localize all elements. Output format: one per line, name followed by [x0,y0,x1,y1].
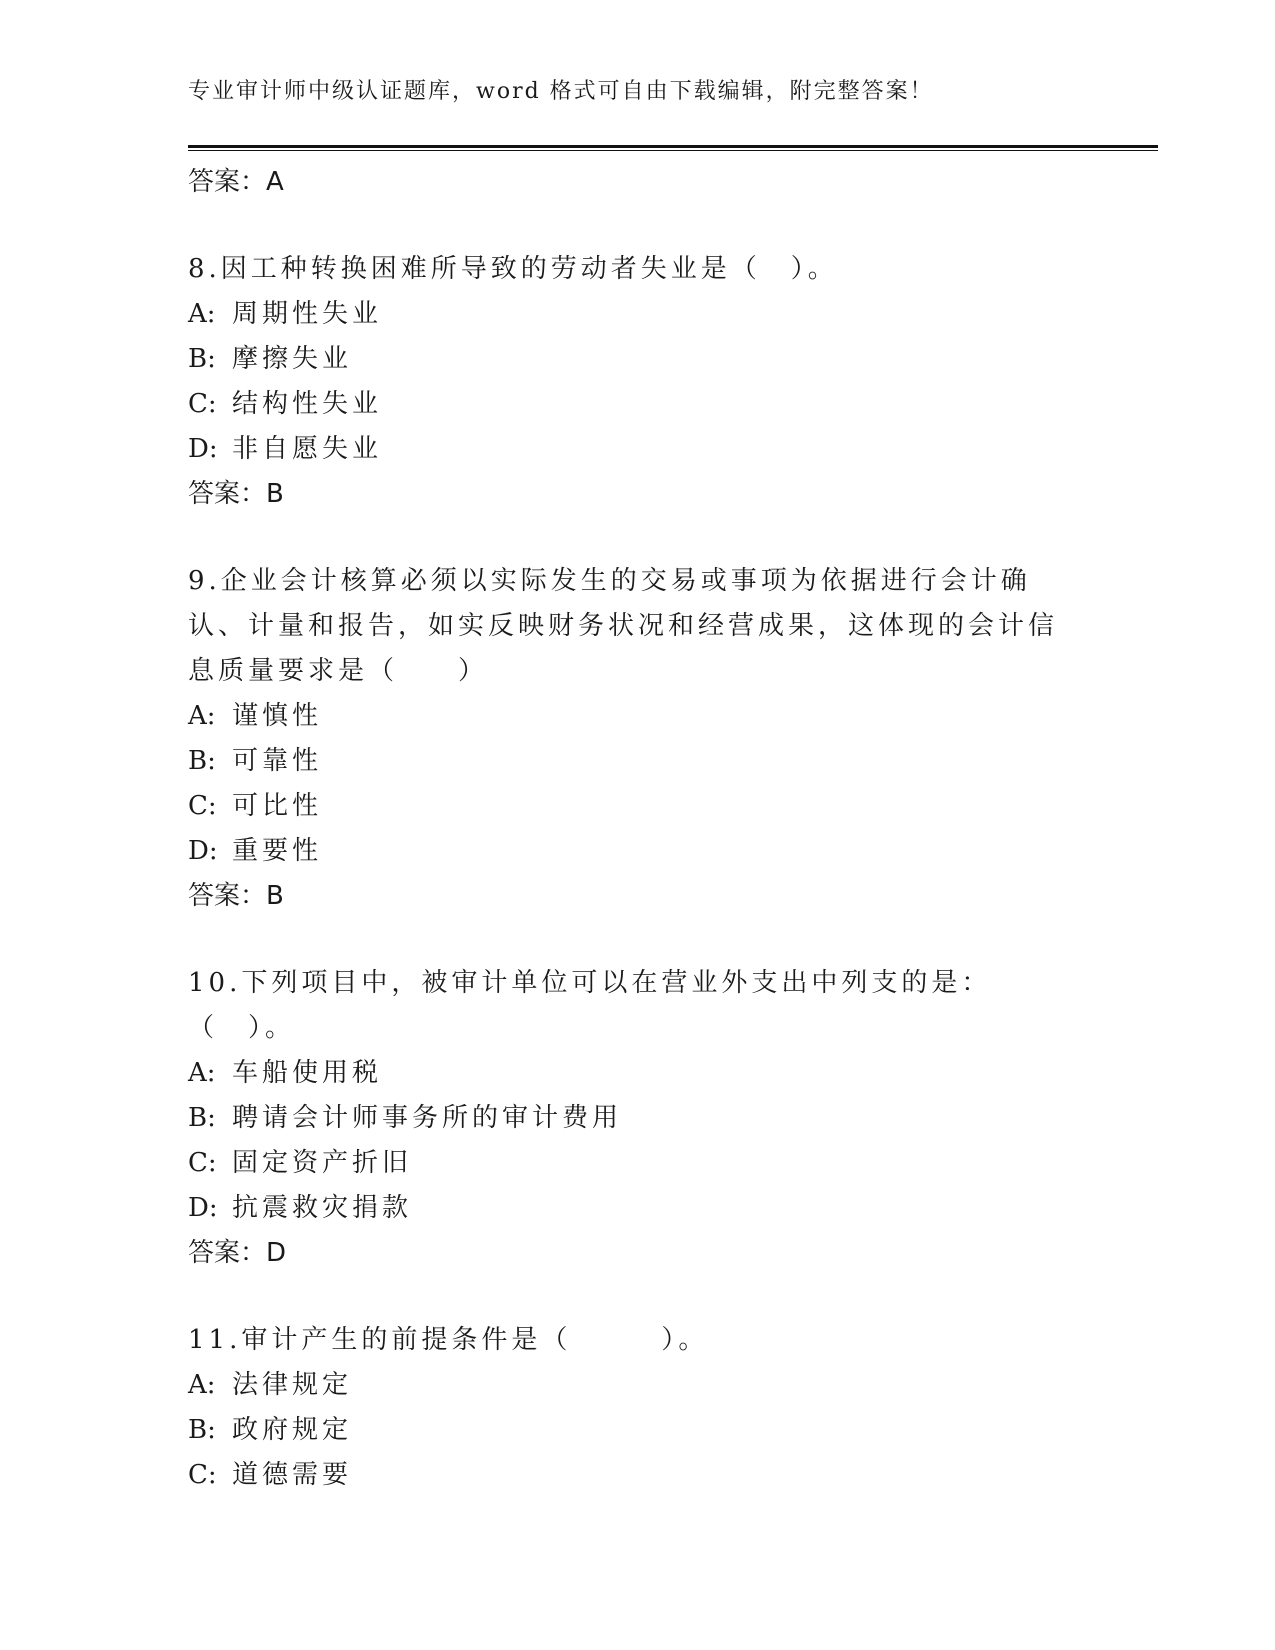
option-letter: B: [188,746,216,776]
header-divider [188,145,1158,151]
answer-line: 答案：A [188,167,284,197]
option-letter: B: [188,1103,216,1133]
option-letter: D: [188,1193,218,1223]
option-text: 非自愿失业 [232,434,383,464]
question-stem: 8.因工种转换困难所导致的劳动者失业是（ ）。 [188,254,838,284]
answer-option [188,337,1088,382]
option-letter: B: [188,1415,216,1445]
answer-option [188,1141,1088,1186]
answer-option [188,427,1088,472]
option-letter: D: [188,836,218,866]
option-text: 聘请会计师事务所的审计费用 [232,1103,623,1133]
option-text: 政府规定 [232,1415,353,1445]
option-text: 摩擦失业 [232,344,353,374]
option-text: 结构性失业 [232,389,383,419]
option-text: 谨慎性 [232,701,323,731]
answer-option [188,1408,1088,1453]
option-letter: D: [188,434,218,464]
answer-line: 答案：B [188,479,284,509]
question-stem: 11.审计产生的前提条件是（ ）。 [188,1325,709,1355]
answer-line: 答案：D [188,1238,287,1268]
option-text: 固定资产折旧 [232,1148,413,1178]
option-text: 车船使用税 [232,1058,383,1088]
option-letter: C: [188,389,217,419]
page-header: 专业审计师中级认证题库，word 格式可自由下载编辑，附完整答案！ [188,79,934,104]
answer-option [188,1363,1088,1408]
option-text: 抗震救灾捐款 [232,1193,413,1223]
block-spacer [188,517,1088,559]
option-letter: C: [188,1148,217,1178]
answer-option [188,1051,1088,1096]
answer-option [188,292,1088,337]
option-text: 周期性失业 [232,299,383,329]
option-letter: A: [188,701,216,731]
option-letter: C: [188,1460,217,1490]
option-text: 重要性 [232,836,323,866]
answer-option [188,382,1088,427]
answer-option [188,829,1088,874]
block-spacer [188,205,1088,247]
answer-option [188,1096,1088,1141]
answer-option [188,784,1088,829]
option-letter: A: [188,299,216,329]
question-list [188,160,1088,1498]
block-spacer [188,919,1088,961]
option-letter: B: [188,344,216,374]
answer-option [188,739,1088,784]
option-letter: A: [188,1058,216,1088]
block-spacer [188,1276,1088,1318]
option-letter: C: [188,791,217,821]
question-stem: 9.企业会计核算必须以实际发生的交易或事项为依据进行会计确认、计量和报告，如实反映财务状况和经营成果，这体现的会计信息质量要求是（ ） [188,566,1059,686]
answer-option [188,1453,1088,1498]
answer-line: 答案：B [188,881,284,911]
option-letter: A: [188,1370,216,1400]
option-text: 可靠性 [232,746,323,776]
question-stem: 10.下列项目中，被审计单位可以在营业外支出中列支的是：（ ）。 [188,968,992,1043]
option-text: 道德需要 [232,1460,353,1490]
answer-option [188,1186,1088,1231]
option-text: 法律规定 [232,1370,353,1400]
answer-option [188,694,1088,739]
option-text: 可比性 [232,791,323,821]
